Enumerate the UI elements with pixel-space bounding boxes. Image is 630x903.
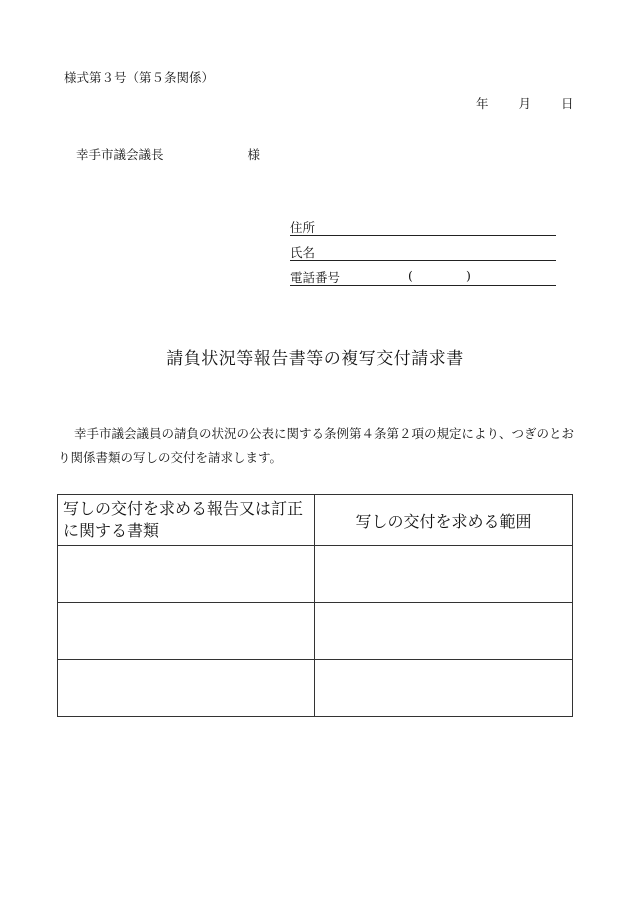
request-table [57,494,573,717]
date-year-label: 年 [476,96,489,111]
applicant-name-field[interactable] [290,243,556,261]
table-row [58,660,573,717]
body-paragraph: 幸手市議会議員の請負の状況の公表に関する条例第４条第２項の規定により、つぎのとおり関係書類の写しの交付を請求します。 [58,426,575,465]
form-number: 様式第３号（第５条関係） [64,70,215,85]
phone-label: 電話番号 [290,270,341,285]
date-month-label: 月 [518,96,532,111]
cell-documents[interactable] [58,603,315,660]
addressee-name: 幸手市議会議長 [76,147,164,162]
header-documents: 写しの交付を求める報告又は訂正に関する書類 [58,495,315,546]
phone-paren-close: ) [466,268,471,283]
cell-documents[interactable] [58,546,315,603]
table-row [58,546,573,603]
document-title: 請負状況等報告書等の複写交付請求書 [166,349,464,369]
cell-scope[interactable] [315,546,573,603]
date-day-label: 日 [561,96,574,111]
applicant-address-field[interactable] [290,218,556,236]
phone-paren-open: ( [408,268,413,283]
table-header-row [58,495,573,546]
cell-scope[interactable] [315,660,573,717]
header-scope: 写しの交付を求める範囲 [315,495,573,546]
cell-documents[interactable] [58,660,315,717]
addressee [76,145,260,163]
body-text [58,422,578,470]
applicant-phone-field[interactable] [290,268,556,286]
addressee-honorific: 様 [247,147,261,162]
table-row [58,603,573,660]
address-label: 住所 [290,220,316,235]
date-line [476,94,574,112]
cell-scope[interactable] [315,603,573,660]
name-label: 氏名 [290,245,316,260]
